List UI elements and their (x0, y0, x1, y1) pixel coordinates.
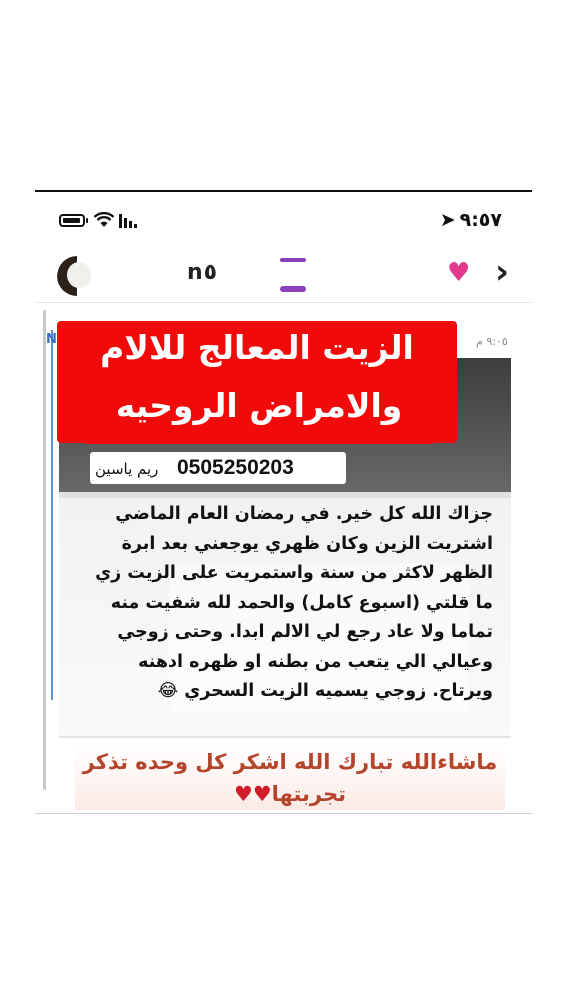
avatar[interactable] (57, 256, 95, 298)
signal-icon (119, 214, 141, 228)
footer-caption (75, 746, 505, 810)
testimonial-text: جزاك الله كل خير. في رمضان العام الماضي اشتريت الزين وكان ظهري يوجعني بعد ابرة الظهر لاكثر من سنة واستمريت على الزيت زي ما قلتي (اسبوع كامل) والحمد لله شفيت منه تماما ولا عاد رجع لي الالم ابدا. وحتى زوجي وعيالي الي يتعب من بطنه او ظهره ادهنه ويرتاح. زوجي يسميه الزيت السحري 😂 (95, 504, 493, 701)
quote-bar (51, 330, 53, 700)
phone-number[interactable]: 0505250203 (177, 456, 294, 479)
ad-title-line1: الزيت المعالج للالام (100, 328, 414, 367)
testimonial-box (59, 492, 511, 736)
message-time: ٩:٠٥ م (476, 335, 508, 348)
footer-text: ماشاءالله تبارك الله اشكر كل وحده تذكر تجربتها (82, 750, 498, 806)
hearts-icon: ♥♥ (234, 782, 272, 806)
bottom-border (35, 813, 532, 814)
ad-title-line2: والامراض الروحيه (115, 386, 403, 425)
heart-hands-icon: ♥ (447, 258, 471, 288)
chat-header (35, 250, 532, 303)
contact-name[interactable]: n٥ (187, 260, 218, 285)
wifi-icon (93, 212, 115, 228)
header-bracket-mark (280, 258, 306, 292)
chevron-right-icon[interactable]: › (495, 252, 510, 292)
sender-initial: N (46, 332, 57, 347)
battery-icon (59, 214, 85, 227)
location-arrow-icon: ➤ (439, 209, 456, 231)
phone-owner-name: ريم ياسين (95, 460, 159, 478)
status-time: ➤ ٩:٥٧ (439, 209, 502, 231)
scroll-rail (43, 310, 46, 790)
screenshot-frame (35, 190, 532, 814)
status-bar (35, 202, 532, 242)
top-border (35, 190, 532, 192)
